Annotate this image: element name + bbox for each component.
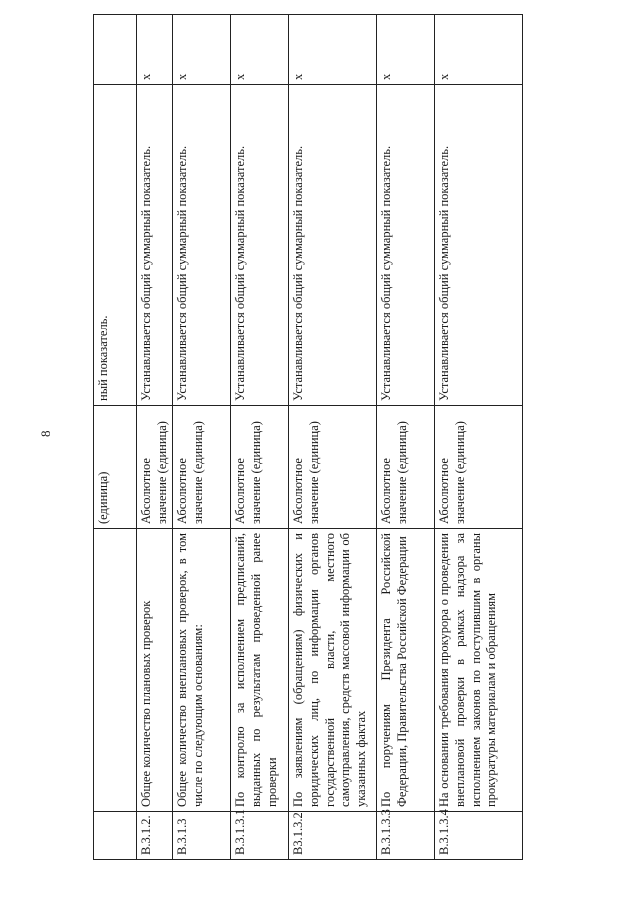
cell-description: Устанавливается общий суммарный показатель.	[137, 85, 173, 406]
cell-description: Устанавливается общий суммарный показатель.	[377, 85, 435, 406]
cell-name: По контролю за исполнением предписаний, выданных по результатам проведенной ранее проверки	[231, 529, 289, 812]
cell-unit: Абсолютное значение (единица)	[435, 406, 523, 529]
cell-unit: Абсолютное значение (единица)	[377, 406, 435, 529]
cell-code	[94, 812, 137, 860]
cell-description: Устанавливается общий суммарный показатель.	[435, 85, 523, 406]
indicators-table	[93, 14, 523, 860]
cell-code: В.3.1.3.3	[377, 812, 435, 860]
cell-unit: Абсолютное значение (единица)	[137, 406, 173, 529]
table-row	[231, 15, 289, 860]
cell-mark: х	[435, 15, 523, 85]
cell-name: На основании требования прокурора о проведении внеплановой проверки в рамках надзора за исполнением законов по поступившим в органы прокуратуры материалам и обращениям	[435, 529, 523, 812]
table-row-continuation	[94, 15, 137, 860]
table-row	[137, 15, 173, 860]
table-row	[289, 15, 377, 860]
table-row	[377, 15, 435, 860]
cell-description: Устанавливается общий суммарный показатель.	[289, 85, 377, 406]
page-number: 8	[38, 430, 53, 437]
cell-unit: (единица)	[94, 406, 137, 529]
cell-name: Общее количество внеплановых проверок, в том числе по следующим основаниям:	[173, 529, 231, 812]
cell-code: В.3.1.2.	[137, 812, 173, 860]
cell-name	[94, 529, 137, 812]
cell-code: В.3.1.3.4	[435, 812, 523, 860]
cell-name: По поручениям Президента Российской Федерации, Правительства Российской Федерации	[377, 529, 435, 812]
cell-mark: х	[173, 15, 231, 85]
cell-code: В3.1.3.2	[289, 812, 377, 860]
cell-code: В.3.1.3.1	[231, 812, 289, 860]
cell-description: Устанавливается общий суммарный показатель.	[231, 85, 289, 406]
cell-unit: Абсолютное значение (единица)	[231, 406, 289, 529]
cell-mark: х	[377, 15, 435, 85]
cell-mark: х	[231, 15, 289, 85]
table-row	[435, 15, 523, 860]
cell-description: Устанавливается общий суммарный показатель.	[173, 85, 231, 406]
cell-name: По заявлениям (обращениям) физических и юридических лиц, по информации органов государственной власти, местного самоуправления, средств массовой информации об указанных фактах	[289, 529, 377, 812]
cell-unit: Абсолютное значение (единица)	[173, 406, 231, 529]
cell-description: ный показатель.	[94, 85, 137, 406]
cell-unit: Абсолютное значение (единица)	[289, 406, 377, 529]
cell-mark: х	[289, 15, 377, 85]
cell-code: В.3.1.3	[173, 812, 231, 860]
cell-name: Общее количество плановых проверок	[137, 529, 173, 812]
cell-mark	[94, 15, 137, 85]
table-row	[173, 15, 231, 860]
cell-mark: х	[137, 15, 173, 85]
